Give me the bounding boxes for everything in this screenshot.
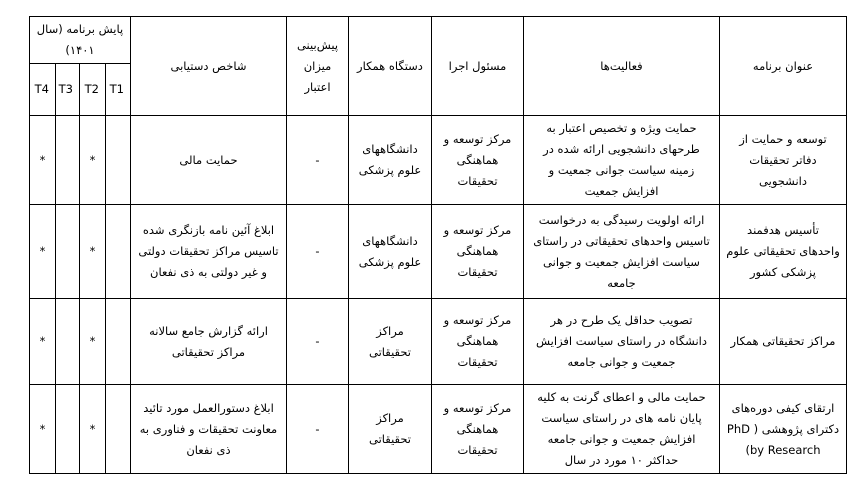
cell-partner: دانشگاههای علوم پزشکی — [349, 116, 432, 205]
cell-indicator: ارائه گزارش جامع سالانه مراکز تحقیقاتی — [131, 299, 287, 385]
cell-activities: تصویب حداقل یک طرح در هر دانشگاه در راستای سیاست افزایش جمعیت و جوانی جامعه — [524, 299, 720, 385]
cell-title: ارتقای کیفی دوره‌های دکترای پژوهشی ( PhD by Research) — [720, 385, 847, 474]
cell-t2: * — [80, 205, 106, 299]
header-monitor: پایش برنامه (سال ۱۴۰۱) — [30, 17, 131, 64]
cell-t3 — [56, 116, 80, 205]
cell-partner: مراکز تحقیقاتی — [349, 299, 432, 385]
cell-t3 — [56, 299, 80, 385]
cell-t3 — [56, 385, 80, 474]
cell-budget: - — [287, 205, 349, 299]
cell-activities: حمایت مالی و اعطای گرنت به کلیه پایان نامه های در راستای سیاست افزایش جمعیت و جوانی جامعه حداکثر ۱۰ مورد در سال — [524, 385, 720, 474]
table-row — [30, 116, 847, 205]
cell-t1 — [106, 299, 131, 385]
header-partner: دستگاه همکار — [349, 17, 432, 116]
header-title: عنوان برنامه — [720, 17, 847, 116]
cell-title: مراکز تحقیقاتی همکار — [720, 299, 847, 385]
cell-t2: * — [80, 299, 106, 385]
cell-t4: * — [30, 116, 56, 205]
header-t4: T4 — [30, 64, 56, 116]
cell-title: تأسیس هدفمند واحدهای تحقیقاتی علوم پزشکی کشور — [720, 205, 847, 299]
table-row — [30, 299, 847, 385]
cell-t4: * — [30, 205, 56, 299]
header-row — [30, 17, 847, 64]
cell-t2: * — [80, 385, 106, 474]
header-budget: پیش‌بینی میزان اعتبار — [287, 17, 349, 116]
cell-budget: - — [287, 116, 349, 205]
header-activities: فعالیت‌ها — [524, 17, 720, 116]
cell-indicator: ابلاغ دستورالعمل مورد تائید معاونت تحقیقات و فناوری به ذی نفعان — [131, 385, 287, 474]
cell-indicator: ابلاغ آئین نامه بازنگری شده تاسیس مراکز تحقیقات دولتی و غیر دولتی به ذی نفعان — [131, 205, 287, 299]
cell-t3 — [56, 205, 80, 299]
table-row — [30, 205, 847, 299]
cell-t1 — [106, 116, 131, 205]
cell-executor: مرکز توسعه و هماهنگی تحقیقات — [432, 299, 524, 385]
header-t1: T1 — [106, 64, 131, 116]
cell-partner: دانشگاههای علوم پزشکی — [349, 205, 432, 299]
program-table — [29, 16, 847, 474]
cell-executor: مرکز توسعه و هماهنگی تحقیقات — [432, 385, 524, 474]
cell-title: توسعه و حمایت از دفاتر تحقیقات دانشجویی — [720, 116, 847, 205]
cell-t4: * — [30, 385, 56, 474]
cell-indicator: حمایت مالی — [131, 116, 287, 205]
cell-t1 — [106, 385, 131, 474]
header-t2: T2 — [80, 64, 106, 116]
cell-t1 — [106, 205, 131, 299]
cell-activities: حمایت ویژه و تخصیص اعتبار به طرحهای دانشجویی ارائه شده در زمینه سیاست جوانی جمعیت و افزایش جمعیت — [524, 116, 720, 205]
header-indicator: شاخص دستیابی — [131, 17, 287, 116]
cell-executor: مرکز توسعه و هماهنگی تحقیقات — [432, 205, 524, 299]
cell-t4: * — [30, 299, 56, 385]
table-row — [30, 385, 847, 474]
cell-executor: مرکز توسعه و هماهنگی تحقیقات — [432, 116, 524, 205]
header-executor: مسئول اجرا — [432, 17, 524, 116]
cell-t2: * — [80, 116, 106, 205]
header-t3: T3 — [56, 64, 80, 116]
cell-budget: - — [287, 299, 349, 385]
cell-partner: مراکز تحقیقاتی — [349, 385, 432, 474]
cell-budget: - — [287, 385, 349, 474]
cell-activities: ارائه اولویت رسیدگی به درخواست تاسیس واحدهای تحقیقاتی در راستای سیاست افزایش جمعیت و جوانی جامعه — [524, 205, 720, 299]
